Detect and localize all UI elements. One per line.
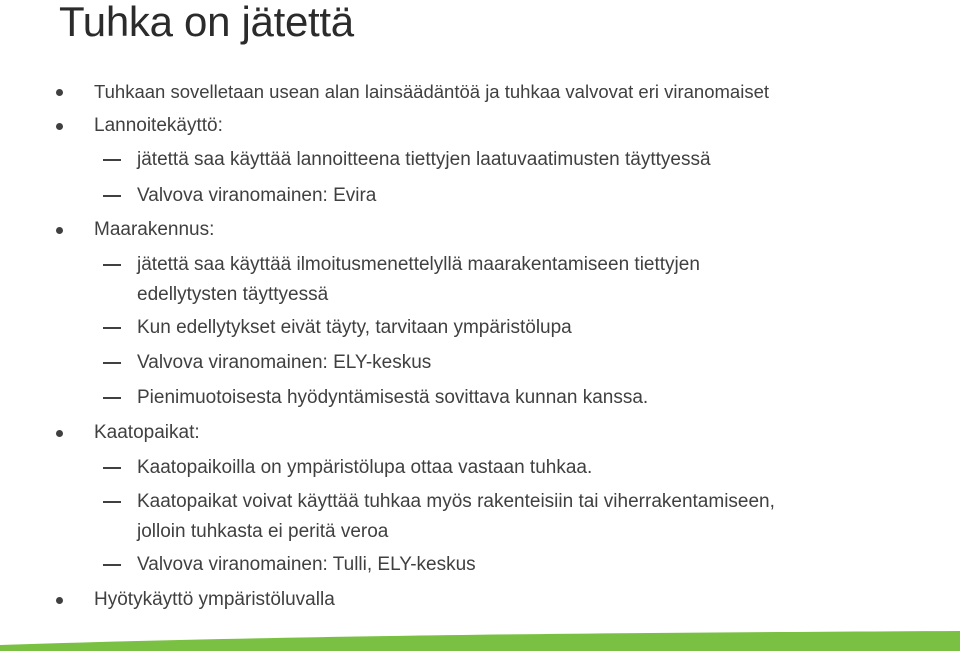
sub-bullet-text: Valvova viranomainen: Tulli, ELY-keskus — [137, 554, 476, 575]
sub-bullet-continuation: edellytysten täyttyessä — [137, 284, 329, 305]
dash-icon — [103, 362, 121, 364]
sub-bullet-text: Pienimuotoisesta hyödyntämisestä sovittava kunnan kanssa. — [137, 387, 649, 408]
bullet-icon — [56, 430, 63, 437]
bullet-icon — [56, 89, 63, 96]
footer-swoosh — [0, 631, 960, 651]
bullet-icon — [56, 227, 63, 234]
bullet-icon — [56, 597, 63, 604]
dash-icon — [103, 564, 121, 566]
footer-decoration — [0, 631, 960, 651]
sub-bullet-text: Kaatopaikat voivat käyttää tuhkaa myös rakenteisiin tai viherrakentamiseen, — [137, 491, 775, 512]
sub-bullet-text: jätettä saa käyttää ilmoitusmenettelyllä maarakentamiseen tiettyjen — [137, 254, 700, 275]
sub-bullet-text: Kun edellytykset eivät täyty, tarvitaan ympäristölupa — [137, 317, 572, 338]
bullet-text: Kaatopaikat: — [94, 422, 200, 443]
sub-bullet-text: Kaatopaikoilla on ympäristölupa ottaa vastaan tuhkaa. — [137, 457, 593, 478]
dash-icon — [103, 159, 121, 161]
dash-icon — [103, 195, 121, 197]
bullet-text: Maarakennus: — [94, 219, 215, 240]
dash-icon — [103, 264, 121, 266]
slide-title: Tuhka on jätettä — [59, 0, 354, 45]
bullet-text: Lannoitekäyttö: — [94, 115, 223, 136]
sub-bullet-text: jätettä saa käyttää lannoitteena tiettyjen laatuvaatimusten täyttyessä — [137, 149, 711, 170]
bullet-icon — [56, 123, 63, 130]
sub-bullet-text: Valvova viranomainen: Evira — [137, 185, 377, 206]
sub-bullet-text: Valvova viranomainen: ELY-keskus — [137, 352, 432, 373]
dash-icon — [103, 501, 121, 503]
sub-bullet-continuation: jolloin tuhkasta ei peritä veroa — [137, 521, 389, 542]
bullet-text: Hyötykäyttö ympäristöluvalla — [94, 589, 335, 610]
dash-icon — [103, 467, 121, 469]
bullet-text: Tuhkaan sovelletaan usean alan lainsäädäntöä ja tuhkaa valvovat eri viranomaiset — [94, 81, 769, 102]
dash-icon — [103, 397, 121, 399]
dash-icon — [103, 327, 121, 329]
